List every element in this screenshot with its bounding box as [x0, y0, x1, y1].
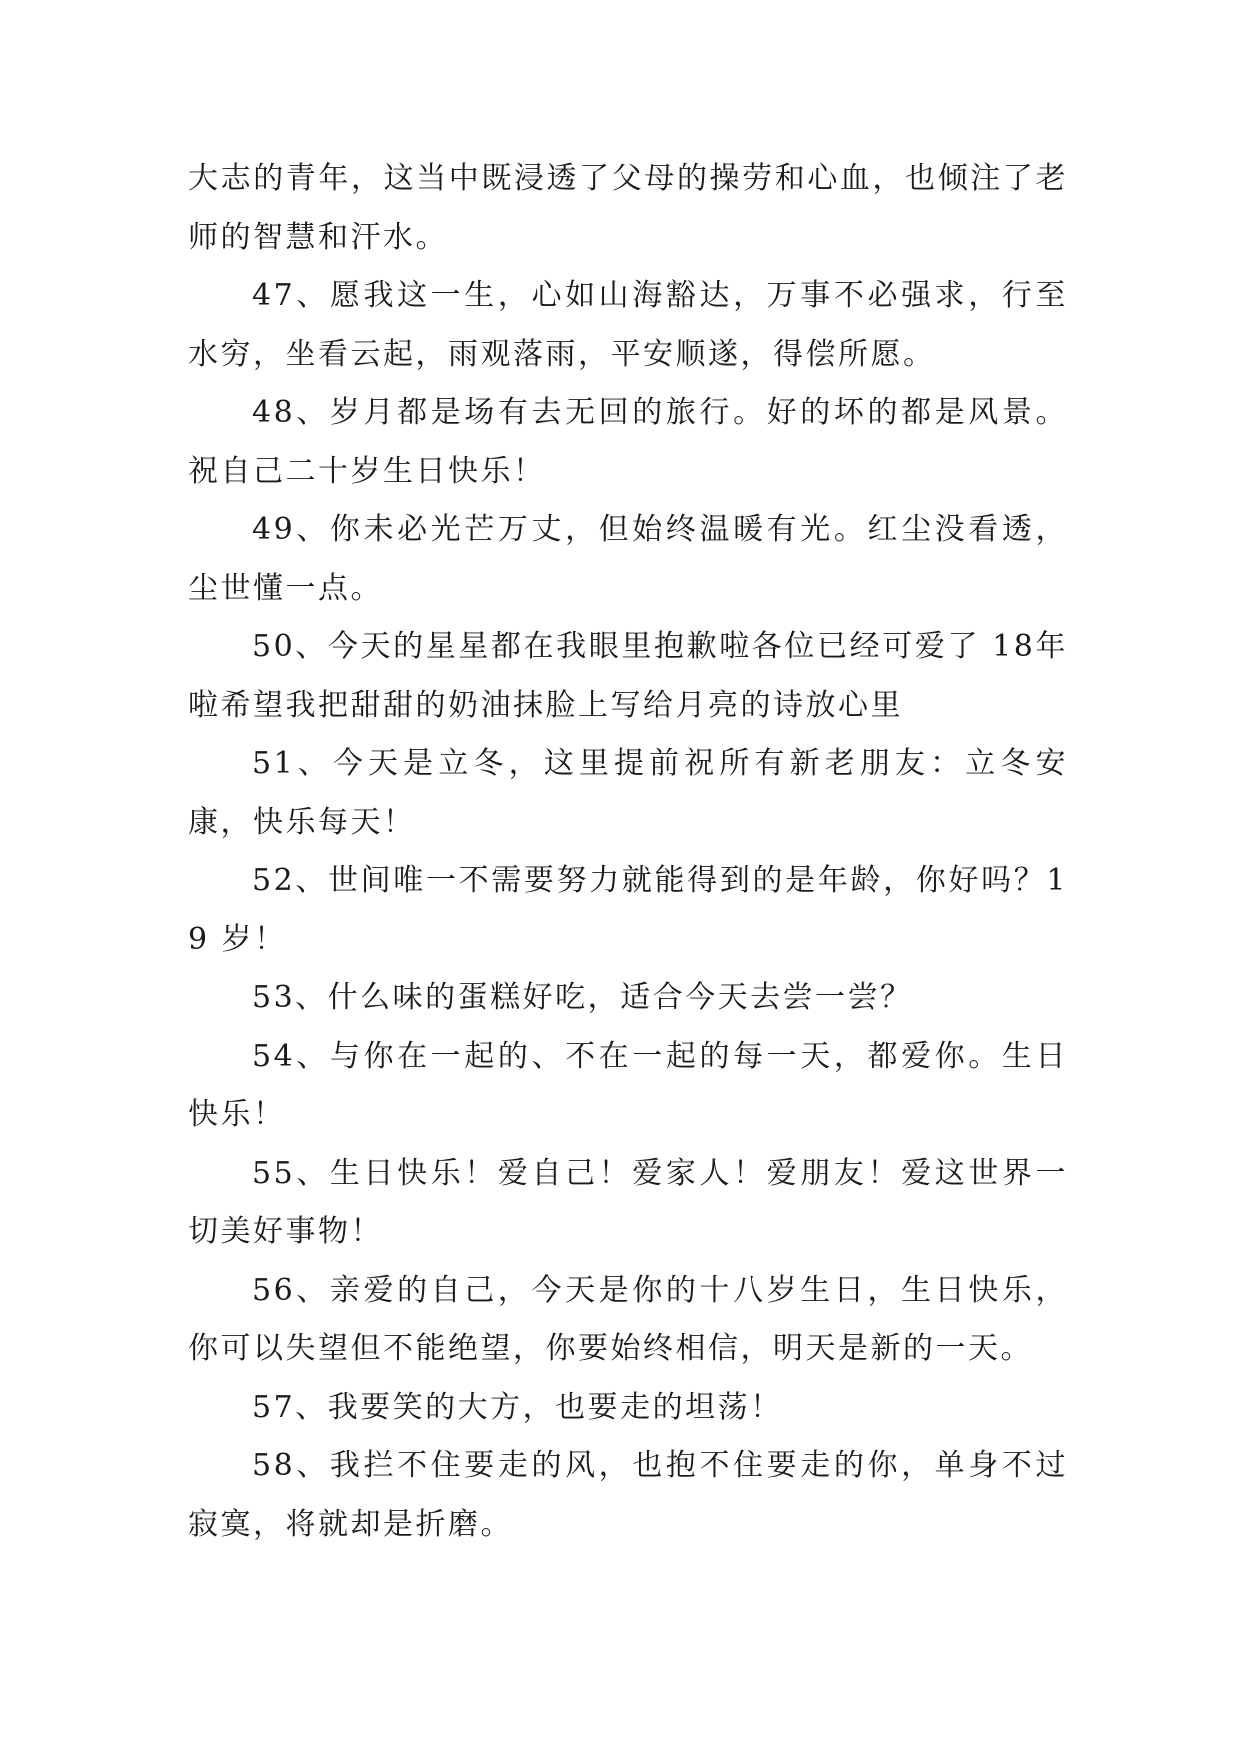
paragraph-58: 58、我拦不住要走的风，也抱不住要走的你，单身不过寂寞，将就却是折磨。 [188, 1448, 1068, 1542]
paragraph-continuation: 大志的青年，这当中既浸透了父母的操劳和心血，也倾注了老师的智慧和汗水。 [188, 161, 1068, 255]
paragraph-53: 53、什么味的蛋糕好吃，适合今天去尝一尝？ [252, 980, 913, 1015]
paragraph-54: 54、与你在一起的、不在一起的每一天，都爱你。生日快乐！ [188, 1038, 1068, 1132]
paragraph-52: 52、世间唯一不需要努力就能得到的是年龄，你好吗？19 岁！ [188, 863, 1068, 957]
paragraph-48: 48、岁月都是场有去无回的旅行。好的坏的都是风景。祝自己二十岁生日快乐！ [188, 395, 1068, 489]
paragraph-57: 57、我要笑的大方，也要走的坦荡！ [252, 1389, 783, 1425]
paragraph-55: 55、生日快乐！爱自己！爱家人！爱朋友！爱这世界一切美好事物！ [188, 1155, 1068, 1249]
paragraph-49: 49、你未必光芒万丈，但始终温暖有光。红尘没看透，尘世懂一点。 [188, 512, 1068, 606]
paragraph-47: 47、愿我这一生，心如山海豁达，万事不必强求，行至水穷，坐看云起，雨观落雨，平安顺遂，得偿所愿。 [188, 278, 1068, 372]
paragraph-51: 51、今天是立冬，这里提前祝所有新老朋友：立冬安康，快乐每天！ [188, 746, 1068, 840]
paragraph-50: 50、今天的星星都在我眼里抱歉啦各位已经可爱了 18年啦希望我把甜甜的奶油抹脸上写给月亮的诗放心里 [188, 629, 1068, 723]
document-body [188, 150, 1068, 1554]
paragraph-56: 56、亲爱的自己，今天是你的十八岁生日，生日快乐，你可以失望但不能绝望，你要始终相信，明天是新的一天。 [188, 1272, 1068, 1366]
